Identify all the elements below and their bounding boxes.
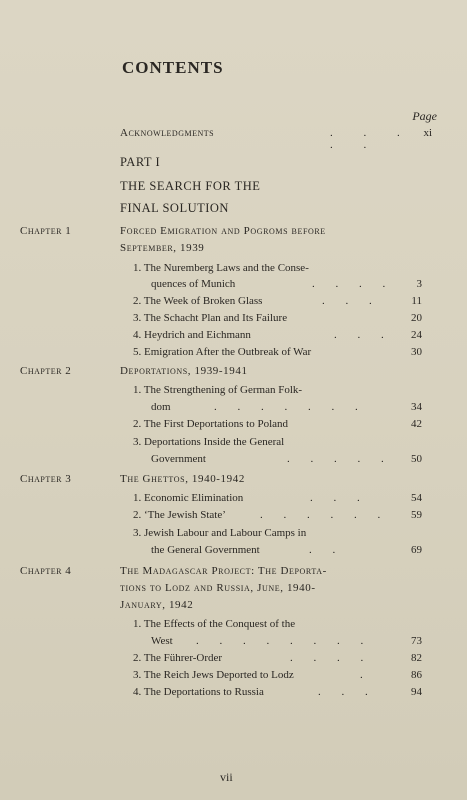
- toc-entry-page: 94: [411, 686, 422, 698]
- toc-entry-line: 2. ‘The Jewish State’: [133, 509, 226, 521]
- leader-dots: . . . . . .: [260, 509, 390, 521]
- acknowledgments-label: Acknowledgments: [120, 127, 215, 139]
- toc-entry-line: 5. Emigration After the Outbreak of War: [133, 346, 312, 358]
- chapter-title-line: January, 1942: [120, 599, 194, 611]
- toc-entry-line: Government: [151, 453, 206, 465]
- toc-entry-page: 54: [411, 492, 422, 504]
- toc-entry-page: 11: [411, 295, 422, 307]
- toc-entry-page: 50: [411, 453, 422, 465]
- toc-entry-page: 20: [411, 312, 422, 324]
- leader-dots: . . . .: [312, 278, 395, 290]
- chapter-title-line: September, 1939: [120, 242, 205, 254]
- chapter-title-line: Deportations, 1939-1941: [120, 365, 248, 377]
- toc-entry-line: 3. Jewish Labour and Labour Camps in: [133, 527, 307, 539]
- toc-entry-page: 86: [411, 669, 422, 681]
- toc-entry-line: 3. Deportations Inside the General: [133, 436, 285, 448]
- toc-entry-line: 3. The Schacht Plan and Its Failure: [133, 312, 288, 324]
- toc-entry-line: 4. Heydrich and Eichmann: [133, 329, 251, 341]
- leader-dots: . . . . .: [287, 453, 393, 465]
- page-title: CONTENTS: [122, 58, 224, 77]
- toc-entry-line: the General Government: [151, 544, 260, 556]
- toc-entry-line: 1. The Nuremberg Laws and the Conse-: [133, 262, 309, 274]
- toc-entry-line: 2. The First Deportations to Poland: [133, 418, 289, 430]
- page-column-label: Page: [412, 109, 437, 123]
- toc-entry-line: dom: [151, 401, 171, 413]
- toc-entry-page: 30: [411, 346, 422, 358]
- page-number-footer: vii: [220, 770, 233, 784]
- toc-entry-page: 42: [411, 418, 422, 430]
- toc-entry-page: 73: [411, 635, 422, 647]
- part-number: PART I: [120, 155, 161, 169]
- toc-entry-page: 3: [416, 278, 422, 290]
- toc-entry-line: 1. The Effects of the Conquest of the: [133, 618, 296, 630]
- chapter-label: Chapter 1: [20, 225, 72, 237]
- leader-dots: . . . . . . . .: [196, 635, 373, 647]
- chapter-title-line: The Ghettos, 1940-1942: [120, 473, 245, 485]
- leader-dots: .: [360, 669, 372, 681]
- toc-entry-line: 3. The Reich Jews Deported to Lodz: [133, 669, 294, 681]
- chapter-title-line: Forced Emigration and Pogroms before: [120, 225, 326, 237]
- acknowledgments-page: xi: [423, 127, 432, 139]
- chapter-title-line: tions to Lodz and Russia, June, 1940-: [120, 582, 316, 594]
- chapter-label: Chapter 4: [20, 565, 72, 577]
- toc-entry-page: 82: [411, 652, 422, 664]
- leader-dots: . . . . .: [330, 127, 414, 151]
- acknowledgments-entry: [120, 127, 436, 151]
- part-title-line-2: FINAL SOLUTION: [120, 201, 229, 215]
- chapter-label: Chapter 3: [20, 473, 72, 485]
- toc-entry-page: 34: [411, 401, 422, 413]
- toc-entry-line: quences of Munich: [151, 278, 236, 290]
- leader-dots: . . .: [322, 295, 381, 307]
- toc-entry-line: 2. The Führer-Order: [133, 652, 223, 664]
- leader-dots: . . . .: [290, 652, 373, 664]
- leader-dots: . . .: [318, 686, 377, 698]
- chapter-title-line: The Madagascar Project: The Deporta-: [120, 565, 327, 577]
- part-title-line-1: THE SEARCH FOR THE: [120, 179, 261, 193]
- toc-entry-line: West: [151, 635, 173, 647]
- leader-dots: . . . . . . .: [214, 401, 367, 413]
- leader-dots: . . .: [310, 492, 369, 504]
- leader-dots: . .: [309, 544, 345, 556]
- toc-entry-line: 2. The Week of Broken Glass: [133, 295, 263, 307]
- toc-entry-line: 1. Economic Elimination: [133, 492, 244, 504]
- toc-entry-line: 1. The Strengthening of German Folk-: [133, 384, 303, 396]
- toc-entry-page: 59: [411, 509, 422, 521]
- chapter-label: Chapter 2: [20, 365, 72, 377]
- leader-dots: . . .: [334, 329, 393, 341]
- toc-entry-line: 4. The Deportations to Russia: [133, 686, 264, 698]
- toc-entry-page: 69: [411, 544, 422, 556]
- toc-entry-page: 24: [411, 329, 422, 341]
